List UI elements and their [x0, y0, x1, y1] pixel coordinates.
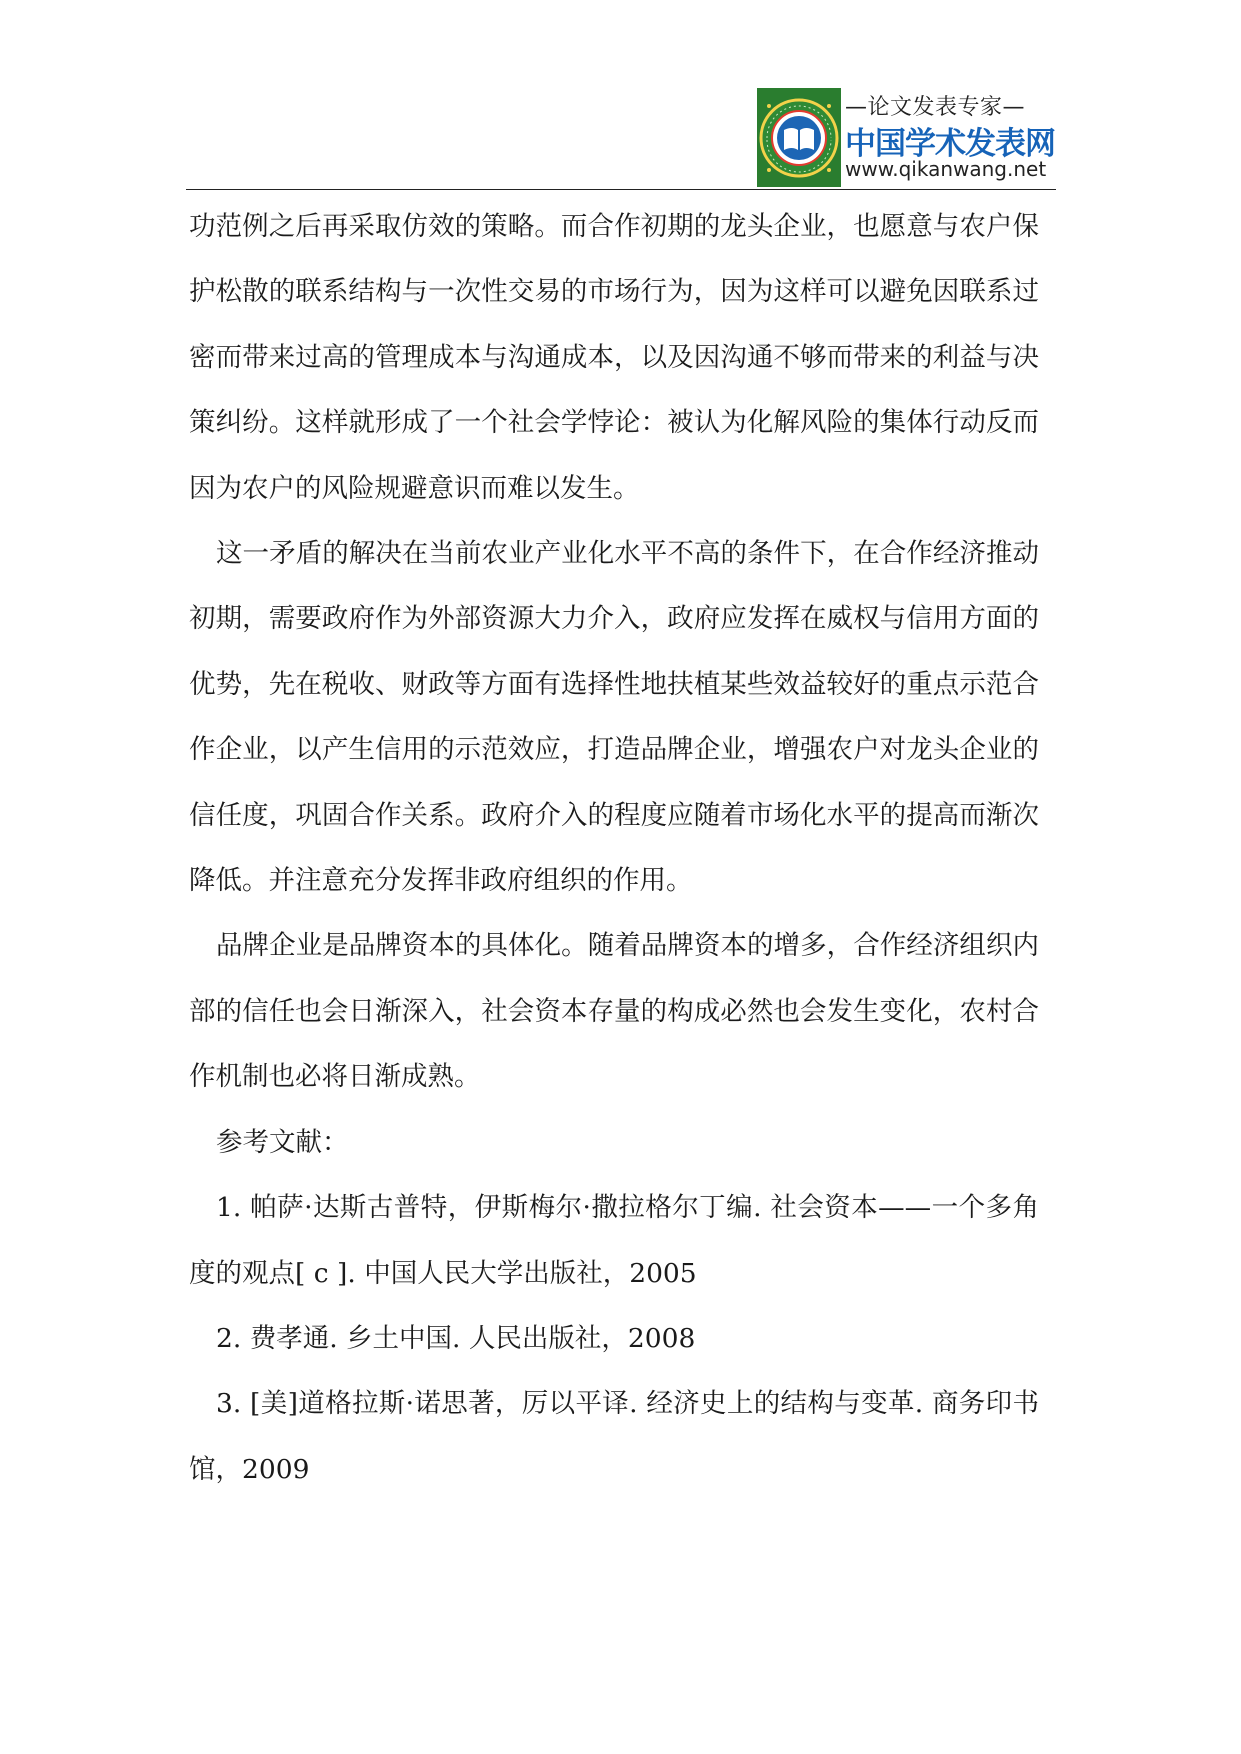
references-heading: 参考文献： [216, 1126, 349, 1158]
reference-item: 3. [美]道格拉斯·诺思著，厉以平译. 经济史上的结构与变革. 商务印书馆，2009 [189, 1388, 1039, 1485]
site-logo [757, 88, 1057, 187]
header-divider [186, 189, 1056, 190]
body-paragraph: 这一矛盾的解决在当前农业产业化水平不高的条件下，在合作经济推动初期，需要政府作为外部资源大力介入，政府应发挥在威权与信用方面的优势，先在税收、财政等方面有选择性地扶植某些效益较好的重点示范合作企业，以产生信用的示范效应，打造品牌企业，增强农户对龙头企业的信任度，巩固合作关系。政府介入的程度应随着市场化水平的提高而渐次降低。并注意充分发挥非政府组织的作用。 [189, 538, 1039, 897]
logo-slogan: —论文发表专家— [845, 95, 1026, 120]
logo-site-name: 中国学术发表网 [845, 126, 1055, 162]
body-paragraph: 功范例之后再采取仿效的策略。而合作初期的龙头企业，也愿意与农户保护松散的联系结构与一次性交易的市场行为，因为这样可以避免因联系过密而带来过高的管理成本与沟通成本，以及因沟通不够而带来的利益与决策纠纷。这样就形成了一个社会学悖论：被认为化解风险的集体行动反而因为农户的风险规避意识而难以发生。 [189, 211, 1039, 504]
body-paragraph: 品牌企业是品牌资本的具体化。随着品牌资本的增多，合作经济组织内部的信任也会日渐深入，社会资本存量的构成必然也会发生变化，农村合作机制也必将日渐成熟。 [189, 930, 1039, 1093]
reference-item: 2. 费孝通. 乡土中国. 人民出版社，2008 [216, 1322, 696, 1354]
book-seal-icon [757, 88, 841, 187]
logo-wordmark [845, 88, 1057, 187]
page-header [186, 86, 1056, 190]
seal-emblem [757, 88, 841, 187]
reference-item: 1. 帕萨·达斯古普特，伊斯梅尔·撒拉格尔丁编. 社会资本——一个多角度的观点[ c ]. 中国人民大学出版社，2005 [189, 1192, 1039, 1289]
logo-url: www.qikanwang.net [845, 157, 1047, 181]
article-body [189, 194, 1039, 1502]
